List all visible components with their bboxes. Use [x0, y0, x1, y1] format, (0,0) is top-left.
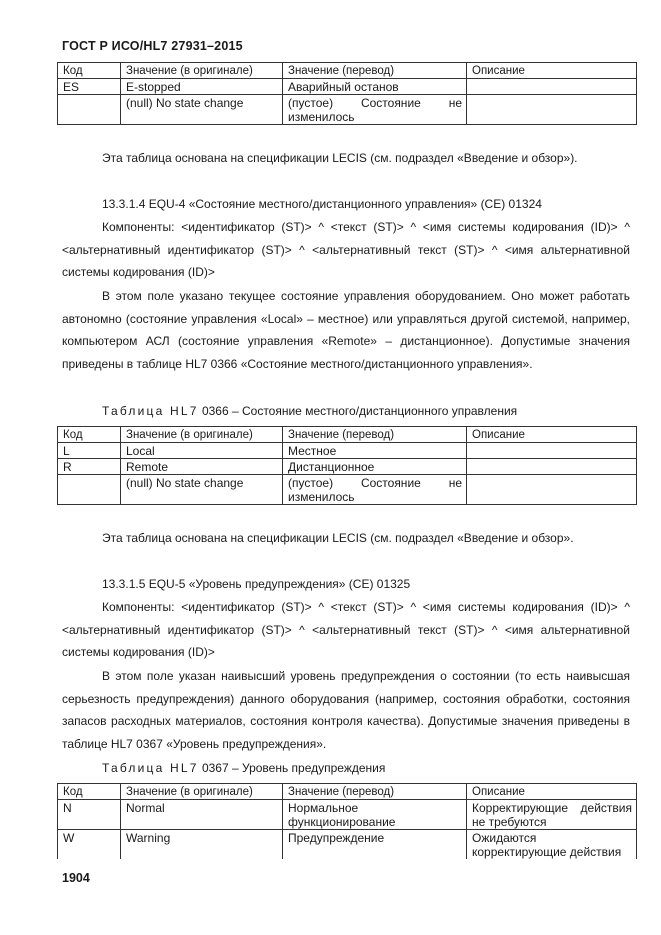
cell-translation: Дистанционное	[283, 459, 467, 475]
column-header-code: Код	[58, 784, 121, 800]
table-row	[58, 800, 637, 830]
cell-code: N	[58, 800, 121, 830]
column-header-original: Значение (в оригинале)	[121, 784, 283, 800]
cell-code	[58, 475, 121, 505]
column-header-description: Описание	[467, 63, 637, 79]
table-caption	[102, 404, 517, 418]
cell-translation: (пустое) Состояние не изменилось	[283, 475, 467, 505]
cell-original: (null) No state change	[121, 475, 283, 505]
paragraph-lecis-note: Эта таблица основана на спецификации LECIS (см. подраздел «Введение и обзор»).	[102, 151, 578, 165]
table-row	[58, 830, 637, 860]
table-row	[58, 79, 637, 95]
column-header-translation: Значение (перевод)	[283, 63, 467, 79]
cell-code: R	[58, 459, 121, 475]
section-heading: 13.3.1.5 EQU-5 «Уровень предупреждения» (CE) 01325	[102, 577, 411, 591]
caption-title: 0367 – Уровень предупреждения	[198, 761, 386, 775]
column-header-description: Описание	[467, 427, 637, 443]
page-number: 1904	[62, 871, 90, 885]
cell-description: Корректирующие действия не требуются	[467, 800, 637, 830]
table-hl7-0366	[57, 426, 637, 505]
cell-original: Remote	[121, 459, 283, 475]
cell-translation: Предупреждение	[283, 830, 467, 860]
column-header-original: Значение (в оригинале)	[121, 427, 283, 443]
column-header-translation: Значение (перевод)	[283, 427, 467, 443]
cell-description	[467, 95, 637, 125]
column-header-code: Код	[58, 63, 121, 79]
components-paragraph: Компоненты: <идентификатор (ST)> ^ <текст (ST)> ^ <имя системы кодирования (ID)> ^ <альтернативный идентификатор (ST)> ^ <альтернативный текст (ST)> ^ <имя альтернативной системы кодирования (ID)>	[62, 220, 630, 280]
table-equipment-state	[57, 62, 637, 125]
cell-original: Warning	[121, 830, 283, 860]
cell-code	[58, 95, 121, 125]
cell-description	[467, 79, 637, 95]
cell-original: E-stopped	[121, 79, 283, 95]
table-caption	[102, 761, 385, 775]
body-paragraph: В этом поле указан наивысший уровень предупреждения о состоянии (то есть наивысшая серьезность предупреждения) данного оборудования (например, состояния обработки, состояния запасов расходных материалов, состояния контроля качества). Допустимые значения приведены в таблице HL7 0367 «Уровень предупреждения».	[62, 669, 630, 752]
cell-translation: Аварийный останов	[283, 79, 467, 95]
column-header-description: Описание	[467, 784, 637, 800]
cell-code: L	[58, 443, 121, 459]
cell-translation: (пустое) Состояние не изменилось	[283, 95, 467, 125]
caption-prefix: Таблица HL7	[102, 404, 199, 418]
cell-original: Normal	[121, 800, 283, 830]
cell-translation: Местное	[283, 443, 467, 459]
components-paragraph: Компоненты: <идентификатор (ST)> ^ <текст (ST)> ^ <имя системы кодирования (ID)> ^ <альтернативный идентификатор (ST)> ^ <альтернативный текст (ST)> ^ <имя альтернативной системы кодирования (ID)>	[62, 600, 630, 660]
section-heading: 13.3.1.4 EQU-4 «Состояние местного/дистанционного управления» (CE) 01324	[102, 197, 542, 211]
column-header-code: Код	[58, 427, 121, 443]
caption-prefix: Таблица HL7	[102, 761, 199, 775]
cell-code: W	[58, 830, 121, 860]
table-row	[58, 459, 637, 475]
paragraph-lecis-note: Эта таблица основана на спецификации LECIS (см. подраздел «Введение и обзор».	[102, 531, 574, 545]
cell-original: Local	[121, 443, 283, 459]
cell-translation: Нормальное функционирование	[283, 800, 467, 830]
cell-description: Ожидаются корректирующие действия	[467, 830, 637, 860]
cell-description	[467, 443, 637, 459]
cell-description	[467, 475, 637, 505]
cell-description	[467, 459, 637, 475]
column-header-translation: Значение (перевод)	[283, 784, 467, 800]
cell-original: (null) No state change	[121, 95, 283, 125]
cell-code: ES	[58, 79, 121, 95]
document-header: ГОСТ Р ИСО/HL7 27931–2015	[62, 39, 243, 53]
table-row	[58, 443, 637, 459]
table-row	[58, 475, 637, 505]
column-header-original: Значение (в оригинале)	[121, 63, 283, 79]
body-paragraph: В этом поле указано текущее состояние управления оборудованием. Оно может работать автономно (состояние управления «Local» – местное) или управляться другой системой, например, компьютером АСЛ (состояние управления «Remote» – дистанционное). Допустимые значения приведены в таблице HL7 0366 «Состояние местного/дистанционного управления».	[62, 289, 630, 372]
table-hl7-0367	[57, 783, 637, 859]
caption-title: 0366 – Состояние местного/дистанционного управления	[198, 404, 518, 418]
table-row	[58, 95, 637, 125]
